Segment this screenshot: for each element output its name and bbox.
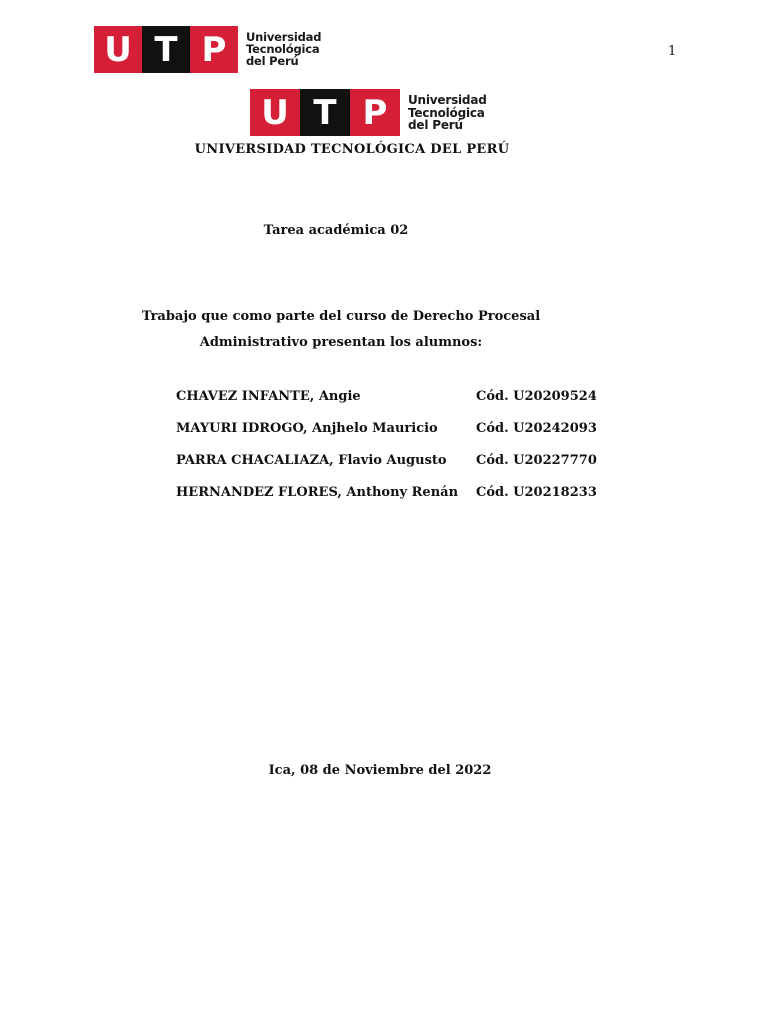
utp-logo-title bbox=[250, 89, 487, 136]
student-row bbox=[176, 453, 596, 485]
logo-wordmark bbox=[408, 94, 487, 132]
logo-word-3: del Perú bbox=[246, 53, 299, 68]
logo-word-1: Universidad bbox=[408, 93, 487, 107]
student-code: Cód. U20209524 bbox=[476, 389, 597, 404]
page-number: 1 bbox=[668, 44, 677, 59]
student-row bbox=[176, 485, 596, 517]
course-intro-line-1: Trabajo que como parte del curso de Derecho Procesal bbox=[141, 309, 541, 324]
logo-word-2: Tecnológica bbox=[408, 105, 485, 120]
logo-letter-p: P bbox=[190, 26, 238, 73]
student-row bbox=[176, 389, 596, 421]
logo-letter-u: U bbox=[250, 89, 300, 136]
logo-word-2: Tecnológica bbox=[246, 41, 320, 56]
student-name: CHAVEZ INFANTE, Angie bbox=[176, 389, 361, 404]
logo-letter-t: T bbox=[142, 26, 190, 73]
utp-logo-blocks bbox=[94, 26, 238, 73]
logo-word-3: del Perú bbox=[408, 118, 463, 132]
logo-letter-t: T bbox=[300, 89, 350, 136]
university-title: UNIVERSIDAD TECNOLÓGICA DEL PERÚ bbox=[194, 142, 510, 157]
date-line: Ica, 08 de Noviembre del 2022 bbox=[268, 763, 492, 778]
student-name: HERNANDEZ FLORES, Anthony Renán bbox=[176, 485, 459, 500]
student-row bbox=[176, 421, 596, 453]
course-intro-line-2: Administrativo presentan los alumnos: bbox=[199, 335, 483, 350]
student-list bbox=[176, 389, 596, 517]
student-name: PARRA CHACALIAZA, Flavio Augusto bbox=[176, 453, 447, 468]
task-title: Tarea académica 02 bbox=[263, 223, 409, 238]
logo-wordmark bbox=[246, 31, 321, 68]
utp-logo-blocks bbox=[250, 89, 400, 136]
logo-word-1: Universidad bbox=[246, 29, 322, 44]
logo-letter-p: P bbox=[350, 89, 400, 136]
logo-letter-u: U bbox=[94, 26, 142, 73]
student-name: MAYURI IDROGO, Anjhelo Mauricio bbox=[176, 421, 438, 436]
student-code: Cód. U20218233 bbox=[476, 485, 597, 500]
student-code: Cód. U20242093 bbox=[476, 421, 597, 436]
student-code: Cód. U20227770 bbox=[476, 453, 597, 468]
utp-logo-header bbox=[94, 26, 321, 73]
